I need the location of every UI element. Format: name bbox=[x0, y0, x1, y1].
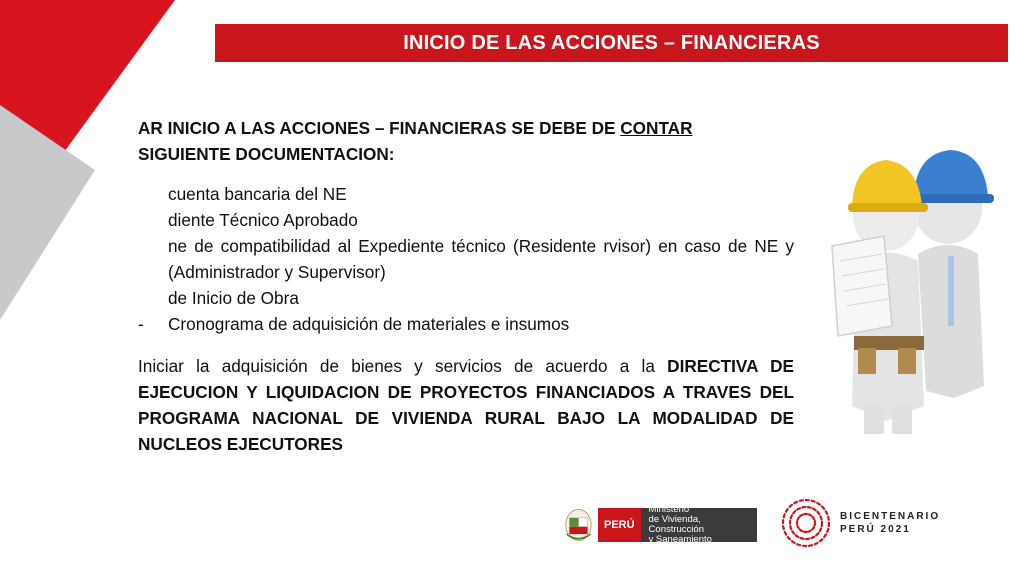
list-item-text: de Inicio de Obra bbox=[168, 288, 299, 308]
list-item bbox=[138, 233, 794, 285]
list-item-text: ne de compatibilidad al Expediente técnico (Residente rvisor) en caso de NE y (Administrador y Supervisor) bbox=[168, 236, 794, 282]
intro-underlined: CONTAR bbox=[620, 118, 693, 138]
list-dash: - bbox=[138, 314, 144, 334]
workers-illustration-icon bbox=[826, 136, 1002, 436]
ministry-logo bbox=[563, 503, 757, 547]
ministry-line-1: Ministerio bbox=[648, 504, 690, 515]
list-item-text: Cronograma de adquisición de materiales e insumos bbox=[168, 314, 570, 334]
list-item bbox=[138, 311, 794, 337]
final-paragraph bbox=[138, 353, 794, 457]
intro-text-2: SIGUIENTE DOCUMENTACION: bbox=[138, 144, 395, 164]
page-title: INICIO DE LAS ACCIONES – FINANCIERAS bbox=[403, 31, 820, 54]
bicentenario-logo-icon bbox=[780, 497, 832, 549]
document-list bbox=[138, 181, 794, 337]
bicentenario-line-1: BICENTENARIO bbox=[840, 511, 941, 522]
title-banner bbox=[215, 24, 1008, 62]
final-bold-text: DIRECTIVA DE EJECUCION Y LIQUIDACION DE PROYECTOS FINANCIADOS A TRAVES DEL PROGRAMA NACIONAL DE VIVIENDA RURAL BAJO LA MODALIDAD DE NUCLEOS EJECUTORES bbox=[138, 356, 794, 454]
ministry-line-2: de Vivienda, Construcción bbox=[648, 514, 704, 535]
slide-content bbox=[138, 115, 794, 457]
peru-label: PERÚ bbox=[598, 508, 641, 542]
list-item bbox=[138, 207, 794, 233]
intro-text: AR INICIO A LAS ACCIONES – FINANCIERAS SE DEBE DE bbox=[138, 118, 621, 138]
list-item-text: diente Técnico Aprobado bbox=[168, 210, 358, 230]
final-text: Iniciar la adquisición de bienes y servicios de acuerdo a la bbox=[138, 356, 668, 376]
bicentenario-text bbox=[840, 510, 940, 536]
list-item bbox=[138, 181, 794, 207]
bicentenario-line-2: PERÚ 2021 bbox=[840, 524, 911, 535]
ministry-label bbox=[641, 504, 757, 545]
list-item bbox=[138, 285, 794, 311]
bicentenario-logo bbox=[780, 497, 980, 549]
coat-of-arms-icon bbox=[563, 505, 594, 545]
intro-paragraph bbox=[138, 115, 794, 167]
list-item-text: cuenta bancaria del NE bbox=[168, 184, 347, 204]
ministry-line-3: y Saneamiento bbox=[648, 534, 712, 545]
